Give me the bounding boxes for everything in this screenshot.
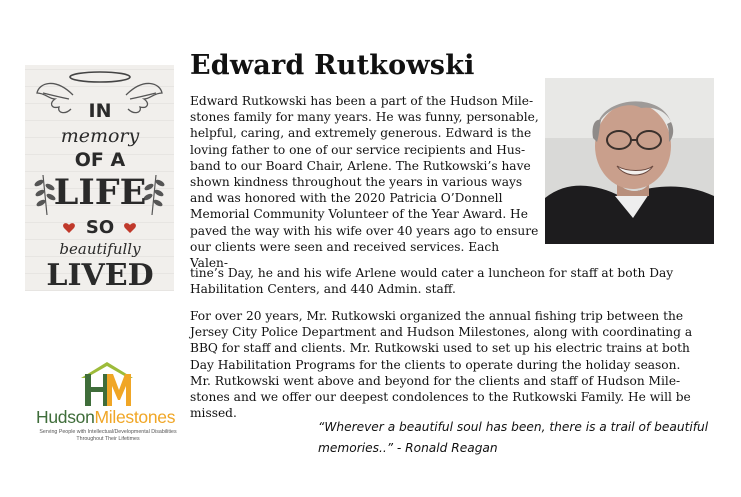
logo-wordmark-hudson: Hudson: [36, 407, 95, 427]
closing-quote: [318, 417, 728, 459]
plaque-line-3: OF A: [74, 149, 126, 171]
plaque-line-6: beautifully: [59, 240, 141, 258]
heart-left-icon: [63, 223, 75, 233]
quote-line-2: memories..” - Ronald Reagan: [318, 441, 498, 455]
text-line: tine’s Day, he and his wife Arlene would cater a luncheon for staff at both Day: [190, 266, 674, 280]
page-title: Edward Rutkowski: [190, 50, 475, 81]
text-line: our clients were seen and received services. Each Valen-: [190, 239, 500, 271]
text-line: band to our Board Chair, Arlene. The Rutkowski’s have: [190, 158, 531, 173]
plaque-line-7: LIVED: [46, 258, 154, 291]
bio-paragraph-2: [190, 308, 715, 421]
text-line: stones family for many years. He was funny, personable,: [190, 110, 539, 125]
plaque-line-4: LIFE: [53, 172, 147, 213]
text-line: helpful, caring, and extremely generous. Edward is the: [190, 126, 532, 141]
halo-icon: [70, 72, 130, 82]
text-line: Jersey City Police Department and Hudson Milestones, along with coordinating a: [190, 325, 693, 340]
text-line: shown kindness throughout the years in various ways: [190, 175, 523, 190]
text-line: Edward Rutkowski has been a part of the Hudson Mile-: [190, 94, 534, 108]
heart-right-icon: [124, 223, 136, 233]
text-line: missed.: [190, 406, 237, 421]
text-line: Habilitation Centers, and 440 Admin. staff.: [190, 282, 456, 297]
text-line: stones and we offer our deepest condolences to the Rutkowski Family. He will be: [190, 390, 691, 405]
quote-line-1: “Wherever a beautiful soul has been, there is a trail of beautiful: [318, 420, 709, 434]
plaque-line-1: IN: [88, 100, 112, 122]
text-line: For over 20 years, Mr. Rutkowski organized the annual fishing trip between the: [190, 309, 684, 323]
memorial-plaque: [25, 65, 174, 291]
bio-paragraph-1-continued: [190, 265, 710, 297]
logo-wordmark-milestones: Milestones: [94, 407, 176, 427]
text-line: loving father to one of our service recipients and Hus-: [190, 142, 526, 157]
bio-paragraph-1: [190, 93, 540, 271]
text-line: BBQ for staff and clients. Mr. Rutkowski used to set up his electric trains at both: [190, 341, 690, 356]
logo-wordmark: [36, 407, 175, 428]
text-line: and was honored with the 2020 Patricia O’Donnell: [190, 191, 503, 206]
plaque-line-2: memory: [60, 125, 140, 147]
text-line: Mr. Rutkowski went above and beyond for the clients and staff of Hudson Mile-: [190, 373, 681, 388]
logo-tagline: Serving People with Intellectual/Developmental Disabilities Throughout Their Lifetimes: [39, 429, 177, 442]
hudson-milestones-logo: [33, 360, 181, 460]
text-line: paved the way with his wife over 40 years ago to ensure: [190, 223, 539, 238]
house-logo-icon: [33, 360, 181, 410]
text-line: Day Habilitation Programs for the clients to operate during the holiday season.: [190, 357, 681, 372]
portrait-photo: [545, 78, 714, 244]
memorial-plaque-art: [25, 65, 174, 291]
plaque-line-5: SO: [85, 217, 115, 238]
text-line: Memorial Community Volunteer of the Year Award. He: [190, 207, 528, 222]
